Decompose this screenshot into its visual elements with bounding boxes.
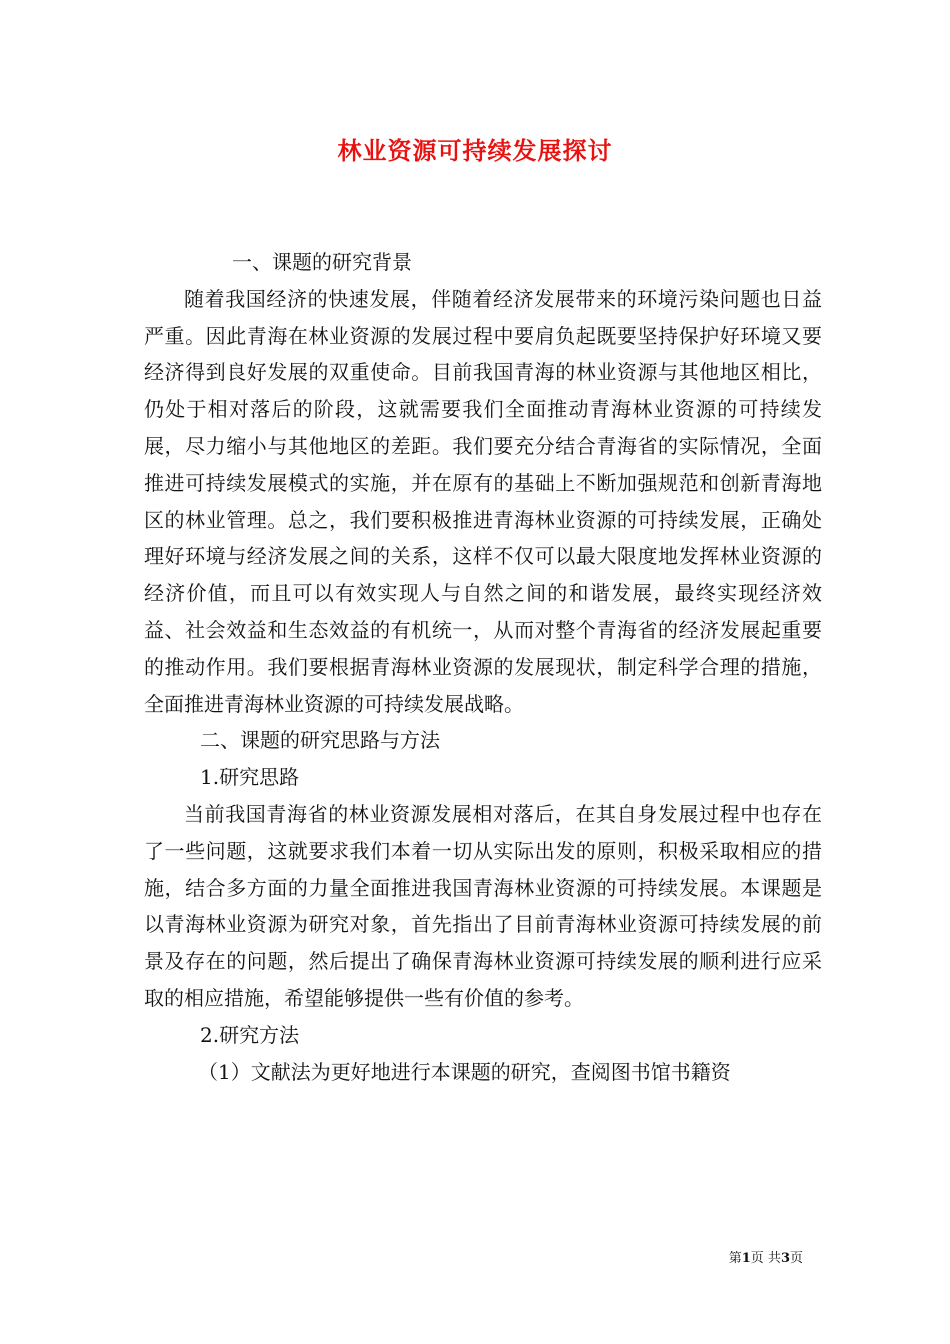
footer-current-page: 1 [741, 1251, 751, 1266]
paragraph-background: 随着我国经济的快速发展，伴随着经济发展带来的环境污染问题也日益严重。因此青海在林业资源的发展过程中要肩负起既要坚持保护好环境又要经济得到良好发展的双重使命。目前我国青海的林业资源与其他地区相比，仍处于相对落后的阶段，这就需要我们全面推动青海林业资源的可持续发展，尽力缩小与其他地区的差距。我们要充分结合青海省的实际情况，全面推进可持续发展模式的实施，并在原有的基础上不断加强规范和创新青海地区的林业管理。总之，我们要积极推进青海林业资源的可持续发展，正确处理好环境与经济发展之间的关系，这样不仅可以最大限度地发挥林业资源的经济价值，而且可以有效实现人与自然之间的和谐发展，最终实现经济效益、社会效益和生态效益的有机统一，从而对整个青海省的经济发展起重要的推动作用。我们要根据青海林业资源的发展现状，制定科学合理的措施，全面推进青海林业资源的可持续发展战略。 [144, 286, 822, 716]
footer-total-pages: 3 [780, 1251, 790, 1266]
paragraph-literature-method: （1）文献法为更好地进行本课题的研究，查阅图书馆书籍资 [198, 1059, 731, 1084]
page-footer [729, 1250, 803, 1268]
subheading-research-idea: 1.研究思路 [200, 765, 300, 790]
document-title: 林业资源可持续发展探讨 [337, 136, 613, 165]
footer-prefix: 第 [728, 1251, 742, 1266]
paragraph-research-idea: 当前我国青海省的林业资源发展相对落后，在其自身发展过程中也存在了一些问题，这就要求我们本着一切从实际出发的原则，积极采取相应的措施，结合多方面的力量全面推进我国青海林业资源的可持续发展。本课题是以青海林业资源为研究对象，首先指出了目前青海林业资源可持续发展的前景及存在的问题，然后提出了确保青海林业资源可持续发展的顺利进行应采取的相应措施，希望能够提供一些有价值的参考。 [144, 801, 822, 1010]
document-body [144, 244, 822, 1090]
section-heading-approach: 二、课题的研究思路与方法 [200, 728, 440, 753]
subheading-research-method: 2.研究方法 [200, 1022, 300, 1047]
section-heading-background: 一、课题的研究背景 [232, 250, 412, 274]
footer-middle: 页 共 [750, 1251, 781, 1266]
footer-suffix: 页 [789, 1251, 803, 1266]
